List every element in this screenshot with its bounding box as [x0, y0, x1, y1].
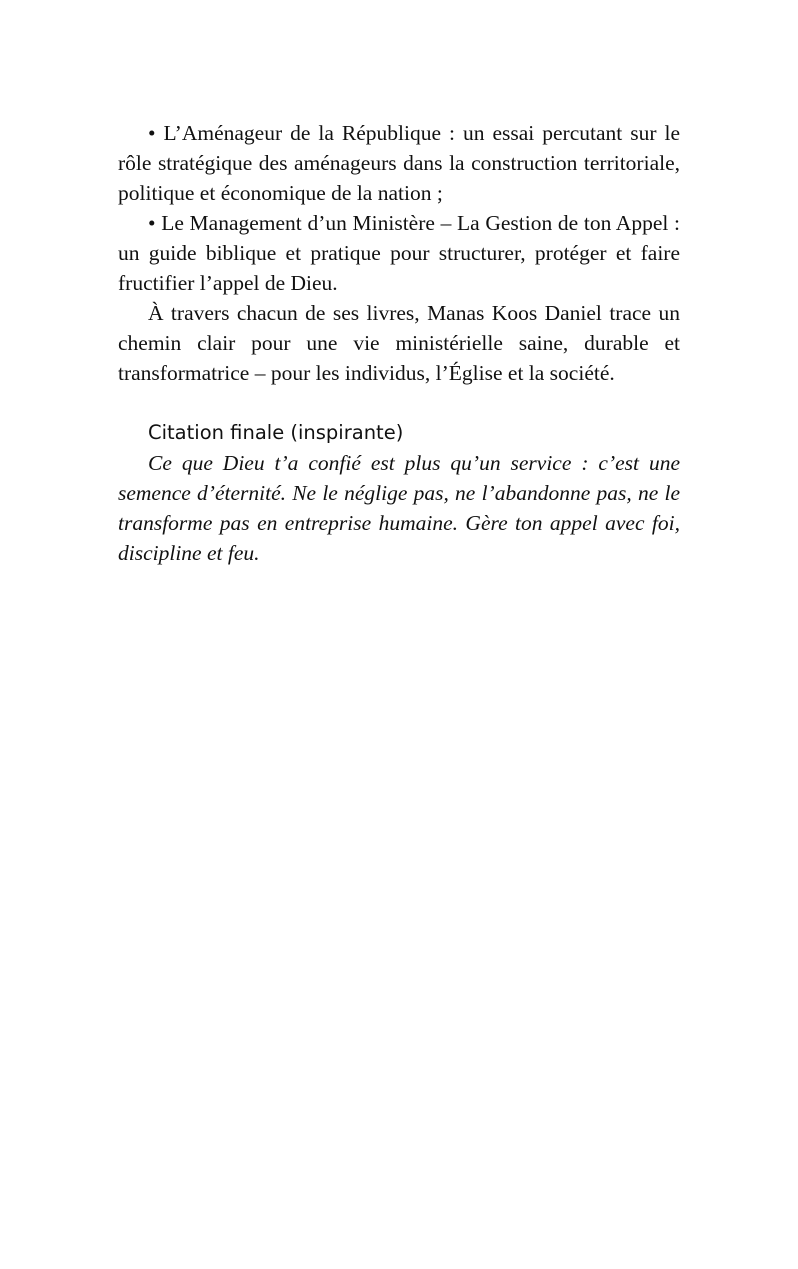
- final-quote: Ce que Dieu t’a confié est plus qu’un service : c’est une semence d’éternité. Ne le néglige pas, ne l’abandonne pas, ne le transforme pas en entreprise humaine. Gère ton appel avec foi, discipline et feu.: [118, 451, 680, 565]
- document-page: [118, 118, 680, 568]
- bullet-paragraph-management: • Le Management d’un Ministère – La Gestion de ton Appel : un guide biblique et pratique pour structurer, protéger et faire fructifier l’appel de Dieu.: [118, 211, 680, 295]
- closing-paragraph: À travers chacun de ses livres, Manas Koos Daniel trace un chemin clair pour une vie ministérielle saine, durable et transformatrice – pour les individus, l’Église et la société.: [118, 301, 680, 385]
- quote-heading: Citation finale (inspirante): [148, 421, 404, 444]
- bullet-paragraph-amenageur: • L’Aménageur de la République : un essai percutant sur le rôle stratégique des aménageurs dans la construction territoriale, politique et économique de la nation ;: [118, 121, 680, 205]
